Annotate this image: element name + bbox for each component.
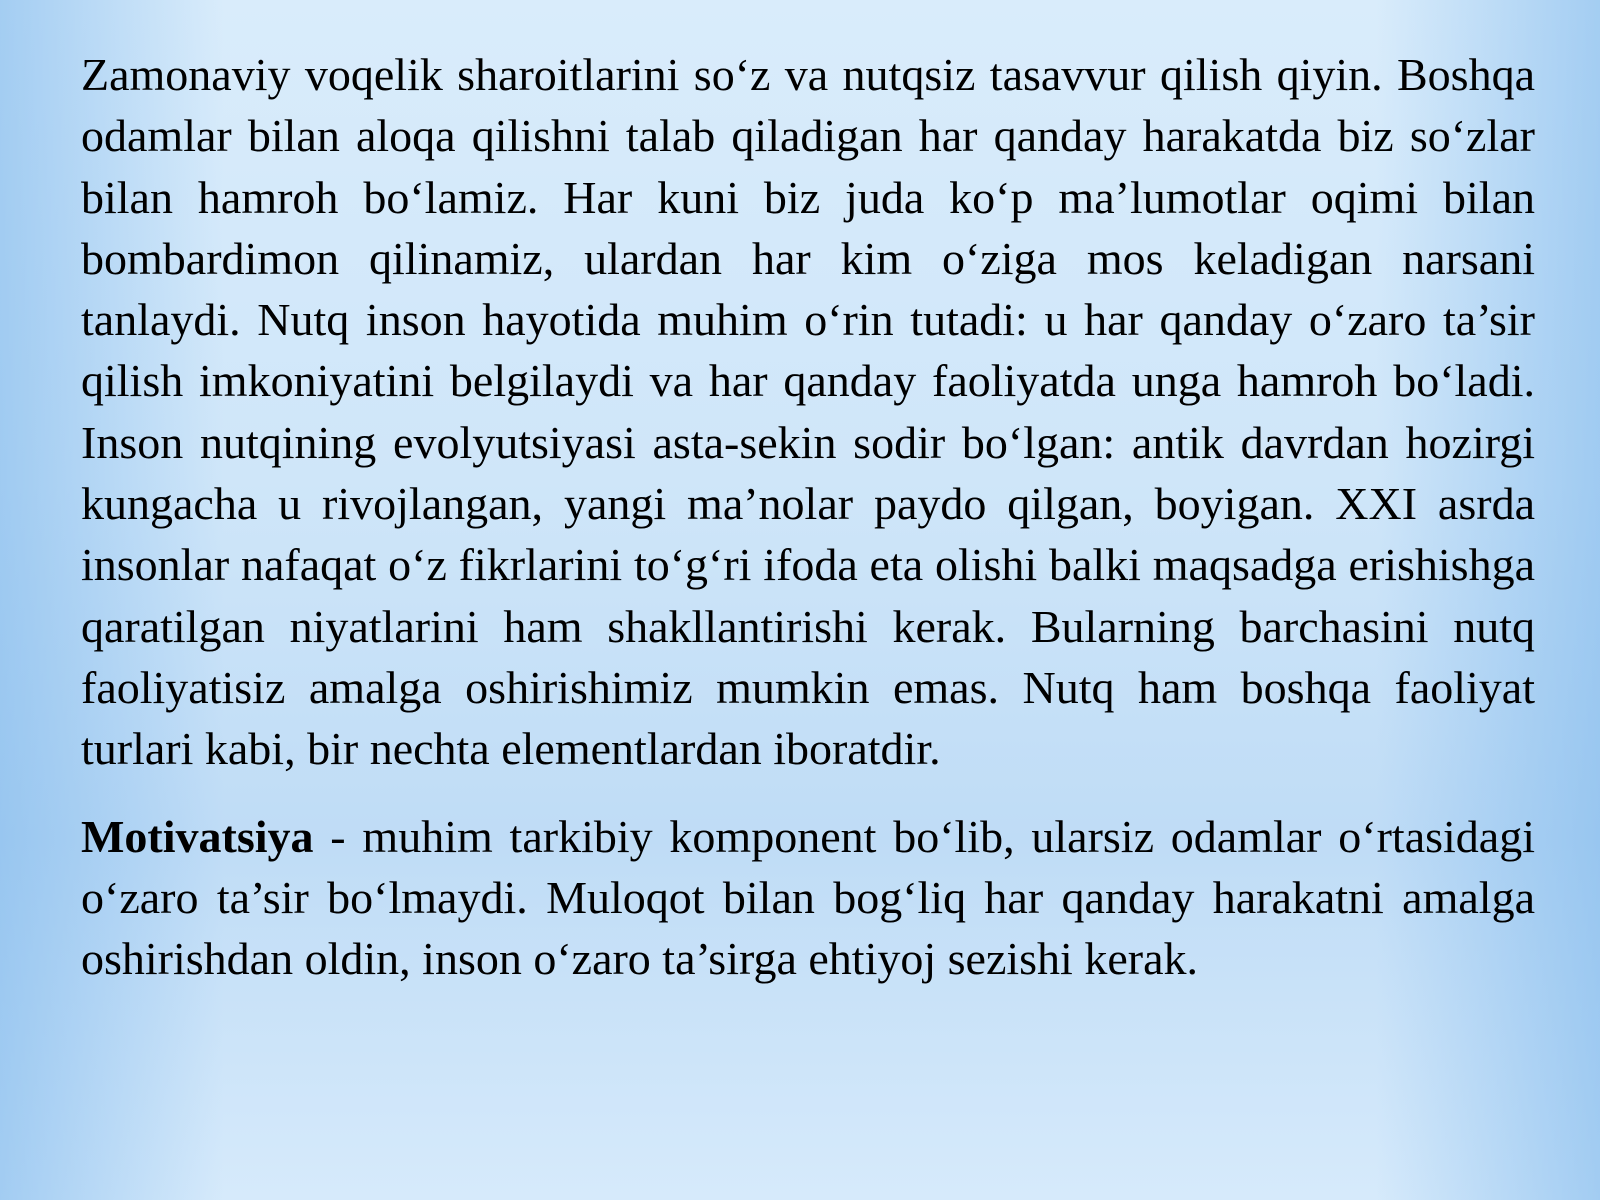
paragraph-text: Zamonaviy voqelik sharoitlarini so‘z va nutqsiz tasavvur qilish qiyin. Boshqa odamlar bilan aloqa qilishni talab qiladigan har qanday harakatda biz so‘zlar bilan hamroh bo‘lamiz. Har kuni biz juda ko‘p ma’lumotlar oqimi bilan bombardimon qilinamiz, ulardan har kim o‘ziga mos keladigan narsani tanlaydi. Nutq inson hayotida muhim o‘rin tutadi: u har qanday o‘zaro ta’sir qilish imkoniyatini belgilaydi va har qanday faoliyatda unga hamroh bo‘ladi. Inson nutqining evolyutsiyasi asta-sekin sodir bo‘lgan: antik davrdan hozirgi kungacha u rivojlangan, yangi ma’nolar paydo qilgan, boyigan. XXI asrda insonlar nafaqat o‘z fikrlarini to‘g‘ri ifoda eta olishi balki maqsadga erishishga qaratilgan niyatlarini ham shakllantirishi kerak. Bularning barchasini nutq faoliyatisiz amalga oshirishimiz mumkin emas. Nutq ham boshqa faoliyat turlari kabi, bir nechta elementlardan iboratdir.: [81, 49, 1535, 775]
paragraph-text: - muhim tarkibiy komponent bo‘lib, ularsiz odamlar o‘rtasidagi o‘zaro ta’sir bo‘lmaydi. Muloqot bilan bog‘liq har qanday harakatni amalga oshirishdan oldin, inson o‘zaro ta’sirga ehtiyoj sezishi kerak.: [81, 810, 1535, 985]
term-motivatsiya: Motivatsiya: [81, 810, 314, 862]
slide-content: [81, 44, 1535, 989]
paragraph-speech-intro: [81, 44, 1535, 780]
paragraph-motivation: [81, 806, 1535, 990]
